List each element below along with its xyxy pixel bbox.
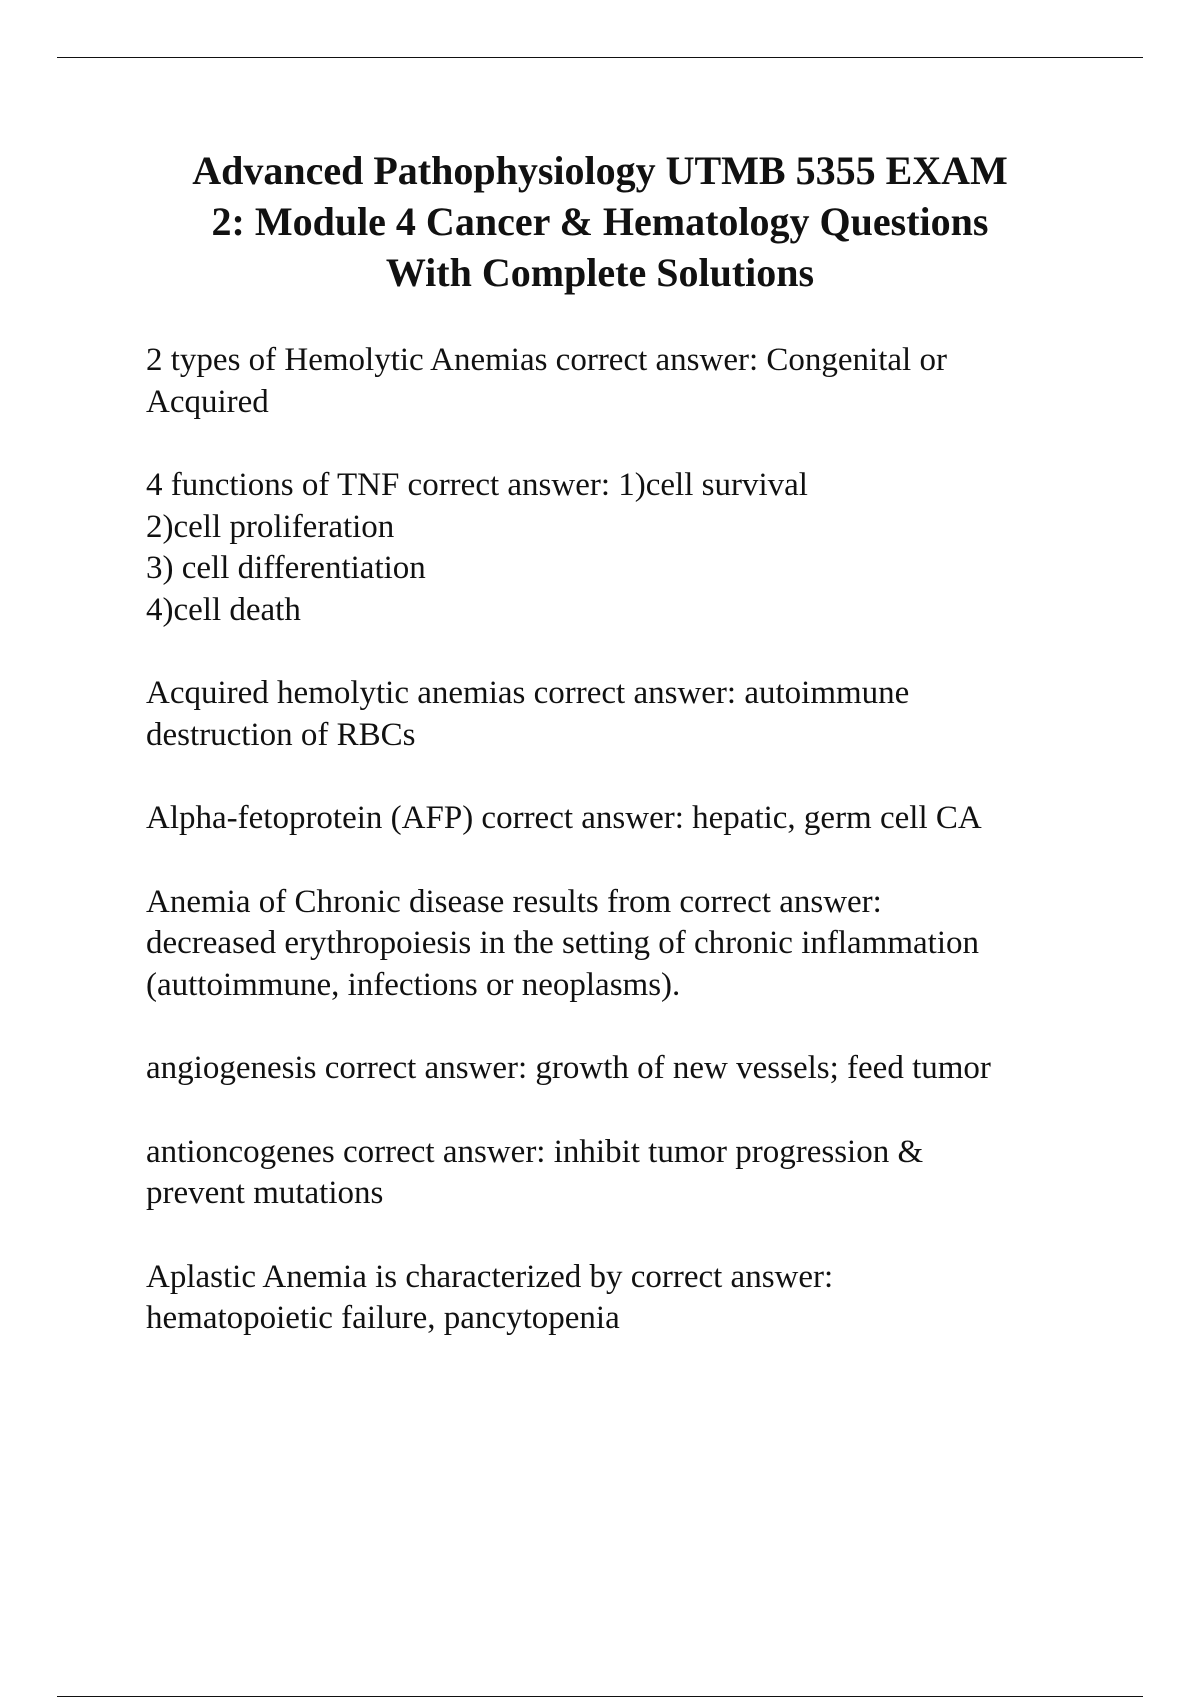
qa-line: (auttoimmune, infections or neoplasms). [146, 966, 681, 1003]
qa-line: Anemia of Chronic disease results from correct answer: [146, 883, 882, 920]
qa-list [146, 340, 1156, 1382]
header-divider [57, 57, 1143, 58]
qa-line: 3) cell differentiation [146, 550, 426, 586]
footer-divider [57, 1696, 1143, 1697]
document-title [110, 145, 1090, 298]
qa-item-anemia-chronic-disease [146, 882, 1156, 1007]
qa-line: Acquired hemolytic anemias correct answer: autoimmune [146, 675, 910, 711]
qa-line: prevent mutations [146, 1175, 384, 1211]
title-line: 2: Module 4 Cancer & Hematology Questions [211, 199, 989, 244]
qa-line: destruction of RBCs [146, 716, 416, 753]
qa-line: 2)cell proliferation [146, 508, 395, 545]
qa-line: hematopoietic failure, pancytopenia [146, 1300, 620, 1336]
title-line: With Complete Solutions [385, 250, 815, 295]
qa-item-hemolytic-anemia-types [146, 340, 1156, 423]
qa-line: 4 functions of TNF correct answer: 1)cell survival [146, 467, 808, 503]
qa-line: Alpha-fetoprotein (AFP) correct answer: hepatic, germ cell CA [146, 800, 982, 836]
qa-line: decreased erythropoiesis in the setting of chronic inflammation [146, 925, 979, 961]
qa-item-acquired-hemolytic-anemias [146, 673, 1156, 756]
title-line: Advanced Pathophysiology UTMB 5355 EXAM [192, 148, 1008, 193]
qa-line: angiogenesis correct answer: growth of new vessels; feed tumor [146, 1050, 991, 1086]
qa-line: 2 types of Hemolytic Anemias correct answer: Congenital or [146, 342, 947, 378]
qa-line: Acquired [146, 383, 269, 420]
qa-item-afp [146, 798, 1156, 840]
qa-item-aplastic-anemia [146, 1257, 1156, 1340]
qa-item-tnf-functions [146, 465, 1156, 631]
qa-item-antioncogenes [146, 1132, 1156, 1215]
qa-line: Aplastic Anemia is characterized by correct answer: [146, 1258, 834, 1295]
qa-line: 4)cell death [146, 591, 301, 628]
qa-item-angiogenesis [146, 1048, 1156, 1090]
qa-line: antioncogenes correct answer: inhibit tumor progression & [146, 1133, 924, 1170]
